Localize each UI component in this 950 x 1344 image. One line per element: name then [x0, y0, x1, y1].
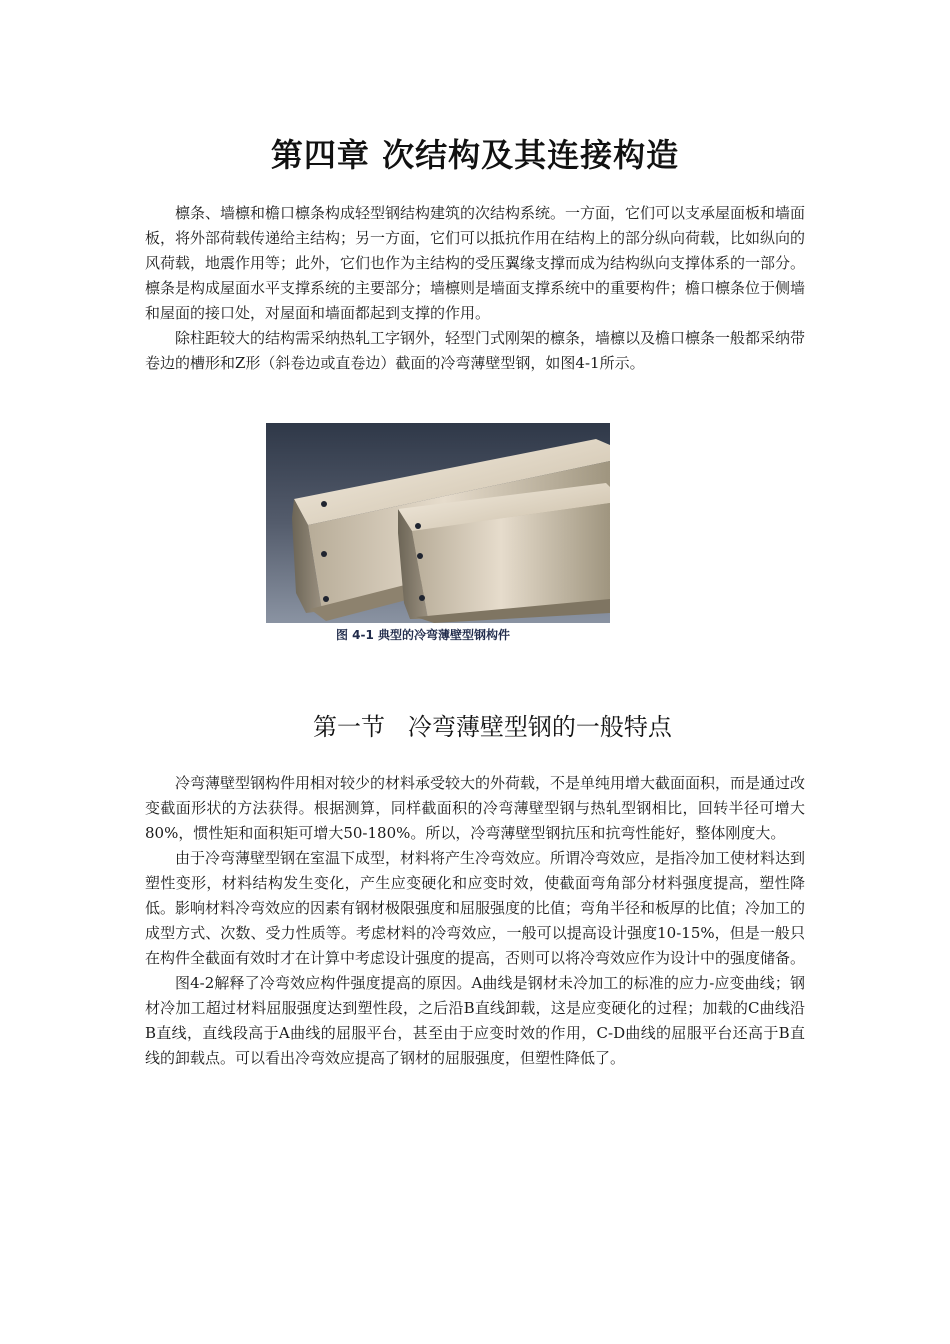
- paragraph: 冷弯薄壁型钢构件用相对较少的材料承受较大的外荷载，不是单纯用增大截面面积，而是通过改变截面形状的方法获得。根据测算，同样截面积的冷弯薄壁型钢与热轧型钢相比，回转半径可增大80%，惯性矩和面积矩可增大50-180%。所以，冷弯薄壁型钢抗压和抗弯性能好，整体刚度大。: [145, 774, 806, 842]
- paragraph: 由于冷弯薄壁型钢在室温下成型，材料将产生冷弯效应。所谓冷弯效应，是指冷加工使材料达到塑性变形，材料结构发生变化，产生应变硬化和应变时效，使截面弯角部分材料强度提高，塑性降低。影响材料冷弯效应的因素有钢材极限强度和屈服强度的比值；弯角半径和板厚的比值；冷加工的成型方式、次数、受力性质等。考虑材料的冷弯效应，一般可以提高设计强度10-15%，但是一般只在构件全截面有效时才在计算中考虑设计强度的提高，否则可以将冷弯效应作为设计中的强度储备。: [145, 849, 806, 967]
- paragraph: 图4-2解释了冷弯效应构件强度提高的原因。A曲线是钢材未冷加工的标准的应力-应变曲线；钢材冷加工超过材料屈服强度达到塑性段，之后沿B直线卸载，这是应变硬化的过程；加载的C曲线沿B直线，直线段高于A曲线的屈服平台，甚至由于应变时效的作用，C-D曲线的屈服平台还高于B直线的卸载点。可以看出冷弯效应提高了钢材的屈服强度，但塑性降低了。: [145, 974, 805, 1067]
- chapter-title: 第四章 次结构及其连接构造: [270, 136, 680, 174]
- intro-text: [145, 201, 805, 376]
- figure-caption: 图 4-1 典型的冷弯薄壁型钢构件: [336, 628, 511, 642]
- steel-profile-photo: [266, 423, 610, 623]
- section-title: 第一节 冷弯薄壁型钢的一般特点: [313, 713, 672, 741]
- paragraph: 檩条、墙檩和檐口檩条构成轻型钢结构建筑的次结构系统。一方面，它们可以支承屋面板和墙面板，将外部荷载传递给主结构；另一方面，它们可以抵抗作用在结构上的部分纵向荷载，比如纵向的风荷载，地震作用等；此外，它们也作为主结构的受压翼缘支撑而成为结构纵向支撑体系的一部分。檩条是构成屋面水平支撑系统的主要部分；墙檩则是墙面支撑系统中的重要构件；檐口檩条位于侧墙和屋面的接口处，对屋面和墙面都起到支撑的作用。: [145, 204, 806, 322]
- section-text: [145, 771, 805, 1071]
- paragraph: 除柱距较大的结构需采纳热轧工字钢外，轻型门式刚架的檩条，墙檩以及檐口檩条一般都采纳带卷边的槽形和Z形（斜卷边或直卷边）截面的冷弯薄壁型钢，如图4-1所示。: [145, 329, 806, 372]
